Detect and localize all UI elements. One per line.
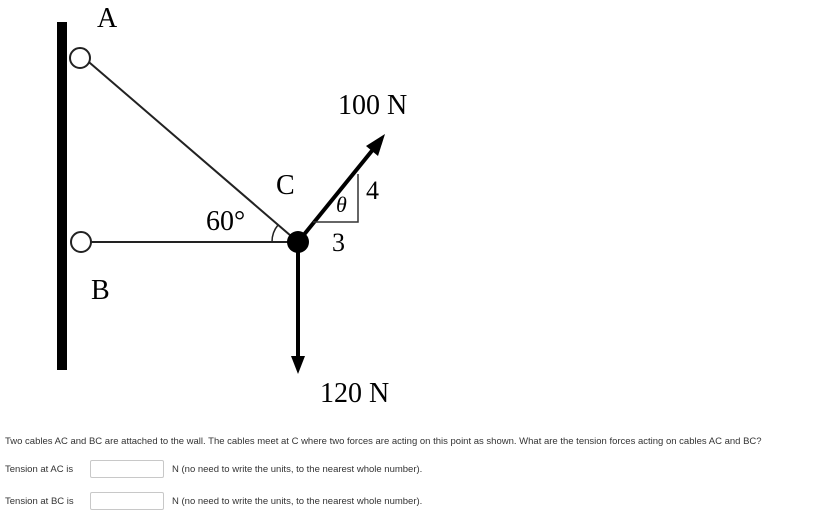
pin-b	[71, 232, 91, 252]
answer-note-bc: N (no need to write the units, to the nearest whole number).	[172, 496, 423, 507]
arrowhead-120n	[291, 356, 305, 374]
answer-label-ac: Tension at AC is	[5, 464, 74, 475]
joint-c	[287, 231, 309, 253]
force-down-label: 120 N	[320, 378, 390, 409]
question-text: Two cables AC and BC are attached to the wall. The cables meet at C where two forces are acting on this point as shown. What are the tension forces acting on cables AC and BC?	[5, 436, 762, 447]
cable-ac	[83, 57, 298, 242]
pin-a	[70, 48, 90, 68]
answer-label-bc: Tension at BC is	[5, 496, 74, 507]
angle-arc	[272, 225, 278, 242]
answer-note-ac: N (no need to write the units, to the nearest whole number).	[172, 464, 423, 475]
tension-ac-input[interactable]	[90, 460, 164, 478]
label-c: C	[276, 170, 295, 201]
tension-bc-input[interactable]	[90, 492, 164, 510]
slope-rise-label: 4	[366, 176, 379, 205]
slope-run-label: 3	[332, 228, 345, 257]
theta-label: θ	[336, 192, 347, 217]
wall	[57, 22, 67, 370]
label-b: B	[91, 275, 110, 306]
force-up-label: 100 N	[338, 90, 408, 121]
angle-label: 60°	[206, 206, 246, 237]
label-a: A	[97, 3, 118, 34]
